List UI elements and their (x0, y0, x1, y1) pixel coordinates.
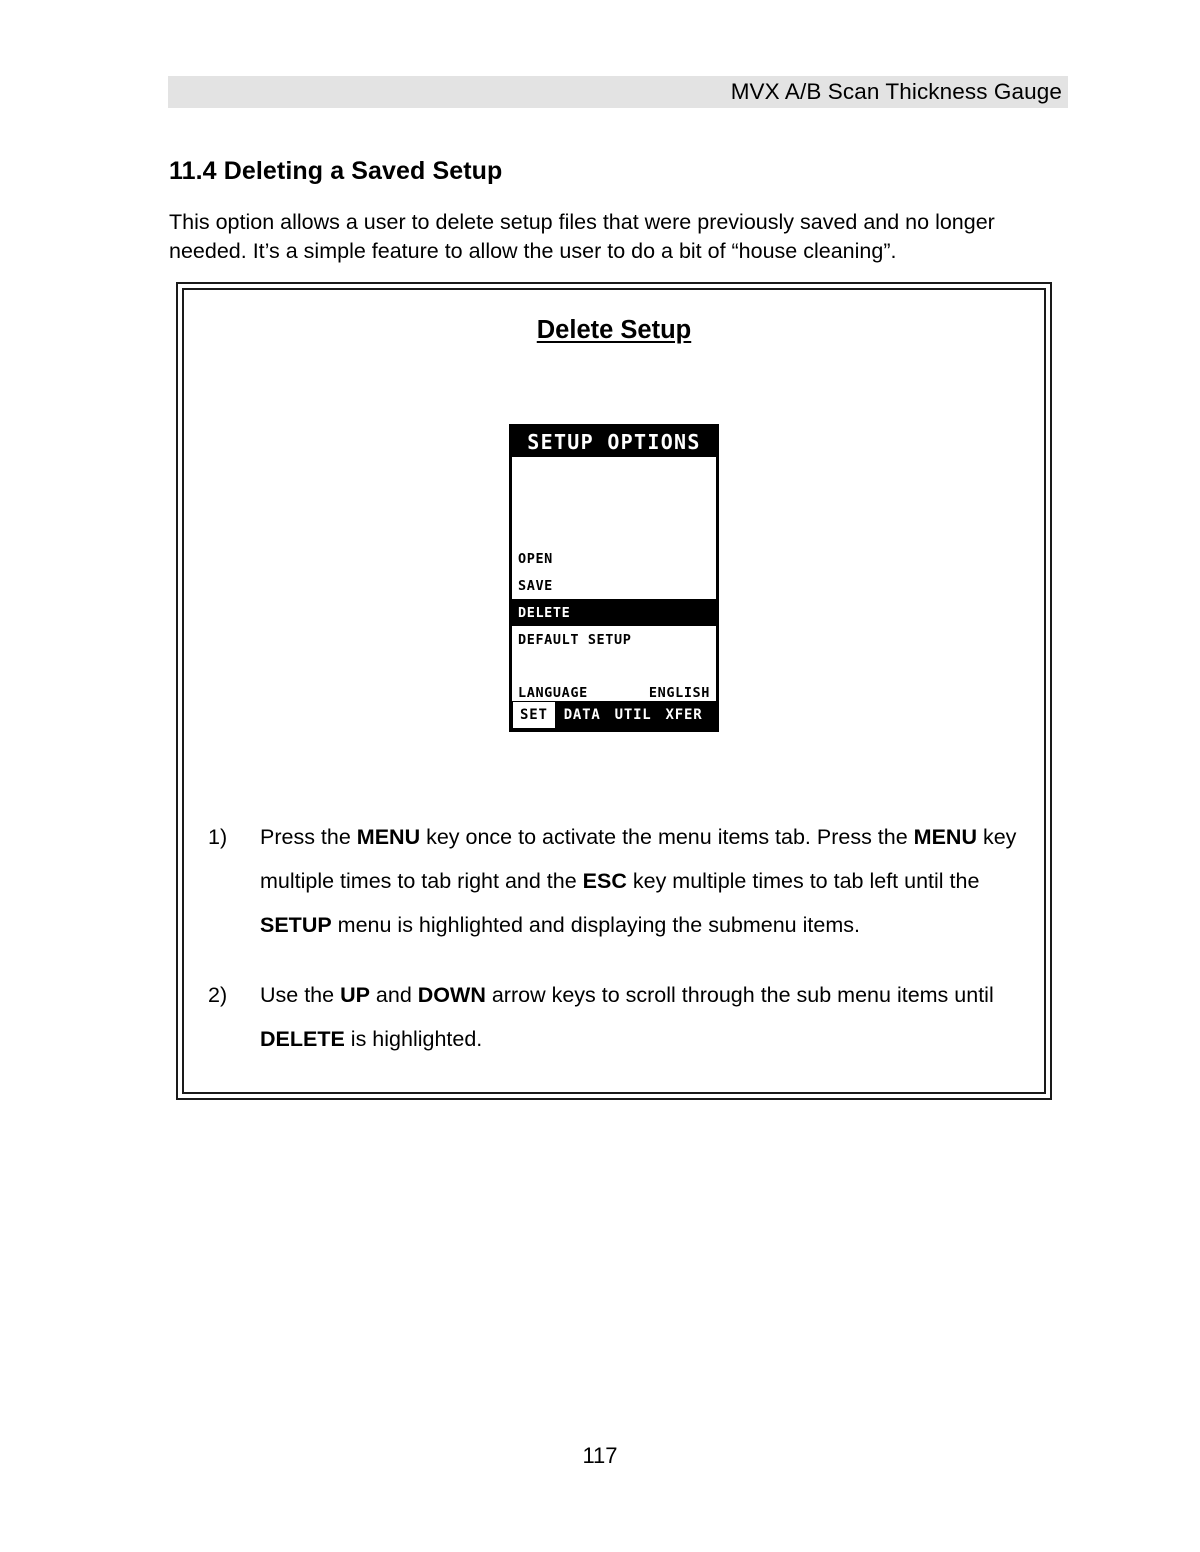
figure-title: Delete Setup (536, 316, 692, 344)
figure-frame-outer (176, 282, 1052, 1100)
lcd-language-value: ENGLISH (648, 684, 710, 701)
lcd-menu-item-default-setup[interactable]: DEFAULT SETUP (518, 631, 632, 648)
step-1-text: Press the MENU key once to activate the menu items tab. Press the MENU key multiple times to tab right and the ESC key multiple times to tab left until the SETUP menu is highlighted and displaying the submenu items. (260, 825, 1017, 937)
figure-frame-inner (182, 288, 1046, 1094)
step-2-text: Use the UP and DOWN arrow keys to scroll through the sub menu items until DELETE is highlighted. (260, 983, 994, 1051)
lcd-menu-body (512, 457, 716, 701)
lcd-language-label: LANGUAGE (518, 684, 588, 701)
section-heading: 11.4 Deleting a Saved Setup (169, 156, 503, 185)
instruction-steps (208, 815, 1020, 1087)
lcd-menu-item-open[interactable]: OPEN (518, 550, 553, 567)
instruction-step-2 (208, 973, 1020, 1061)
lcd-tab-set[interactable]: SET (513, 702, 555, 728)
instruction-step-1 (208, 815, 1020, 947)
lcd-tab-bar-filler (709, 701, 716, 729)
lcd-tab-bar (512, 701, 716, 729)
lcd-tab-data[interactable]: DATA (563, 707, 601, 723)
running-header-title: MVX A/B Scan Thickness Gauge (730, 79, 1062, 104)
lcd-title-bar: SETUP OPTIONS (512, 427, 716, 457)
lcd-tab-util[interactable]: UTIL (614, 707, 652, 723)
lcd-menu-item-delete[interactable]: DELETE (512, 599, 716, 626)
step-1-marker: 1) (208, 825, 228, 849)
section-intro-paragraph: This option allows a user to delete setup files that were previously saved and no longer needed. It’s a simple feature to allow the user to do a bit of “house cleaning”. (169, 209, 995, 263)
lcd-tab-xfer[interactable]: XFER (665, 707, 703, 723)
gauge-lcd-screen (509, 424, 719, 732)
page-number: 117 (582, 1443, 618, 1468)
running-header (168, 76, 1068, 108)
lcd-blank-area (512, 457, 716, 545)
lcd-menu-item-save[interactable]: SAVE (518, 577, 553, 594)
step-2-marker: 2) (208, 983, 228, 1007)
